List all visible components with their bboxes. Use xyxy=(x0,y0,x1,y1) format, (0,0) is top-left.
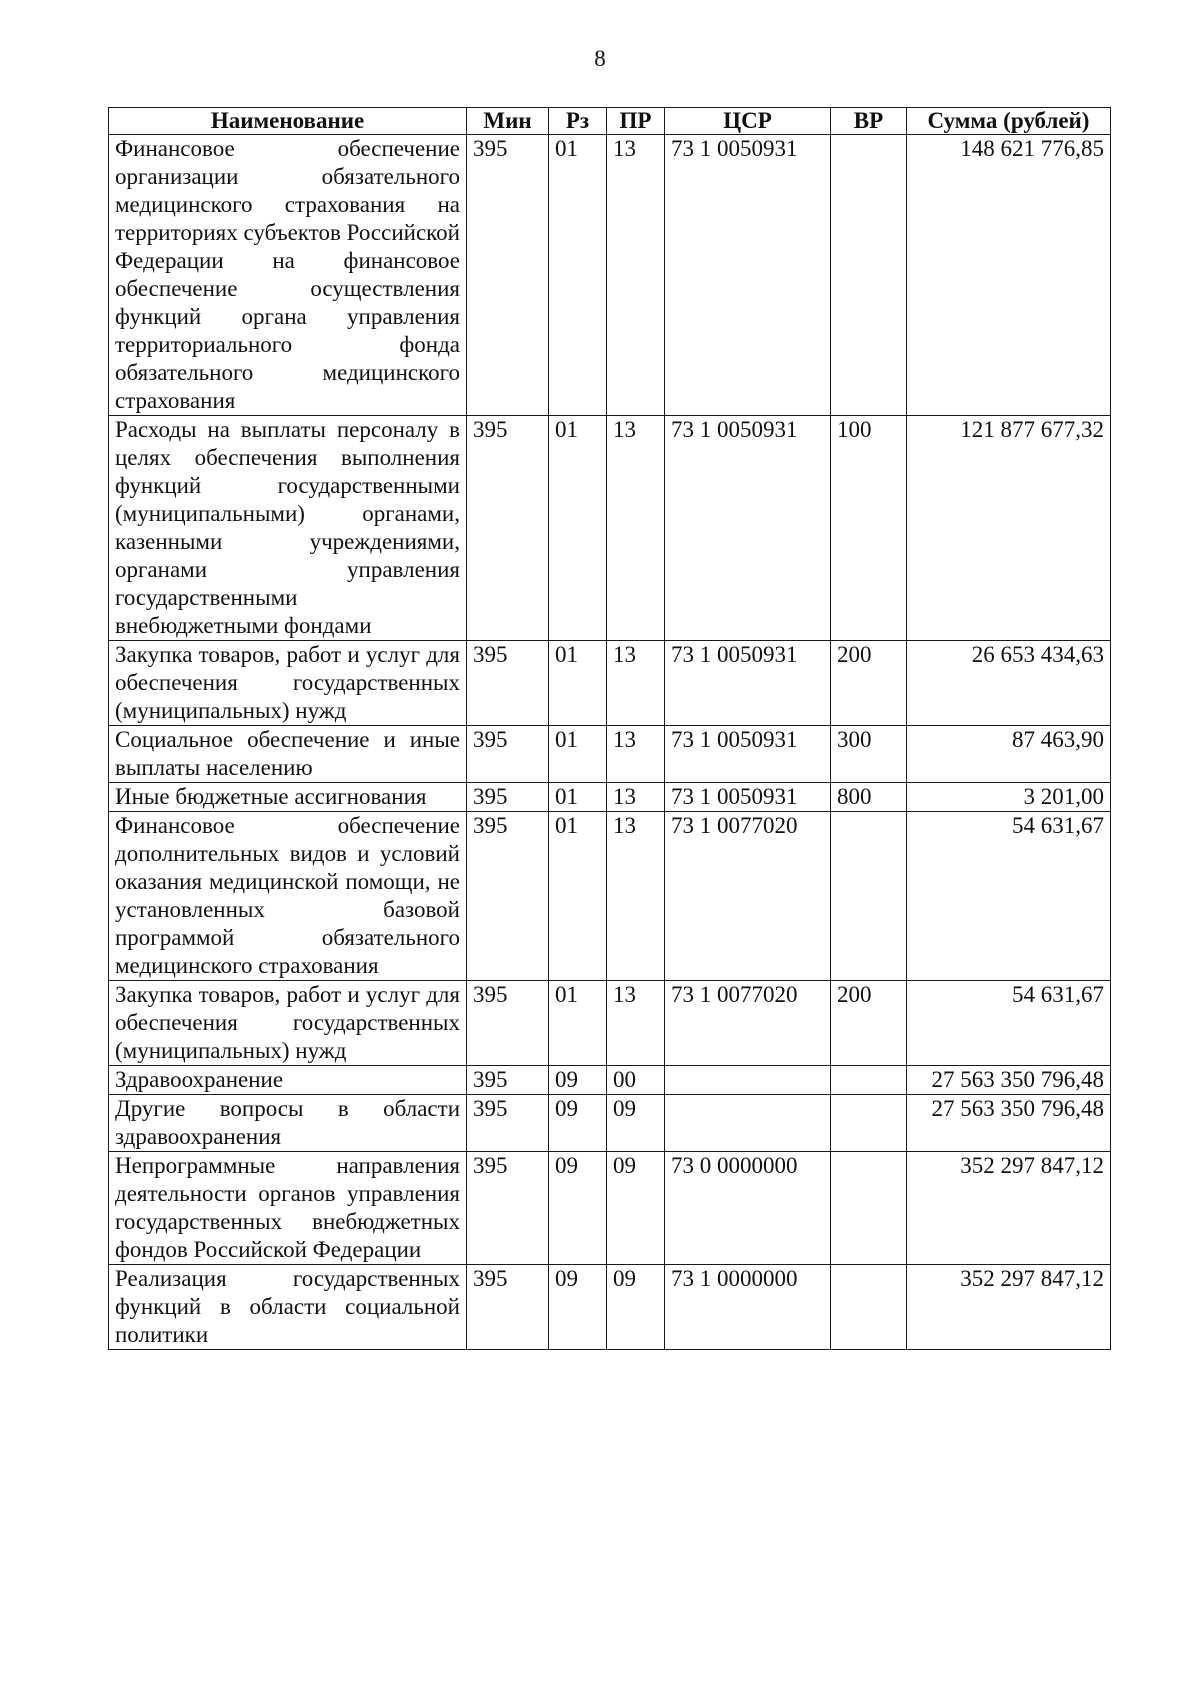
row-sum: 54 631,67 xyxy=(907,812,1111,981)
row-name: Здравоохранение xyxy=(109,1066,467,1095)
table-row xyxy=(109,783,1111,812)
table-row xyxy=(109,135,1111,416)
row-pr: 13 xyxy=(607,783,665,812)
row-name: Расходы на выплаты персоналу в целях обеспечения выполнения функций государственными (муниципальными) органами, казенными учреждениями, органами управления государственными внебюджетными фондами xyxy=(109,416,467,641)
header-rz: Рз xyxy=(549,108,607,135)
row-csr xyxy=(665,1066,831,1095)
table-body xyxy=(109,135,1111,1350)
page-number: 8 xyxy=(594,46,606,71)
row-min: 395 xyxy=(467,135,549,416)
row-rz: 09 xyxy=(549,1095,607,1152)
header-name: Наименование xyxy=(109,108,467,135)
row-sum: 148 621 776,85 xyxy=(907,135,1111,416)
row-rz: 09 xyxy=(549,1265,607,1350)
row-min: 395 xyxy=(467,416,549,641)
row-vr xyxy=(831,812,907,981)
row-name: Финансовое обеспечение дополнительных видов и условий оказания медицинской помощи, не установленных базовой программой обязательного медицинского страхования xyxy=(109,812,467,981)
row-name: Реализация государственных функций в области социальной политики xyxy=(109,1265,467,1350)
table-row xyxy=(109,726,1111,783)
row-name: Социальное обеспечение и иные выплаты населению xyxy=(109,726,467,783)
table-row xyxy=(109,1152,1111,1265)
row-min: 395 xyxy=(467,981,549,1066)
row-sum: 27 563 350 796,48 xyxy=(907,1095,1111,1152)
row-csr: 73 1 0077020 xyxy=(665,981,831,1066)
row-min: 395 xyxy=(467,726,549,783)
row-pr: 13 xyxy=(607,726,665,783)
row-pr: 09 xyxy=(607,1152,665,1265)
row-sum: 121 877 677,32 xyxy=(907,416,1111,641)
row-rz: 09 xyxy=(549,1152,607,1265)
row-pr: 13 xyxy=(607,981,665,1066)
row-csr: 73 1 0000000 xyxy=(665,1265,831,1350)
row-name: Закупка товаров, работ и услуг для обеспечения государственных (муниципальных) нужд xyxy=(109,641,467,726)
row-sum: 3 201,00 xyxy=(907,783,1111,812)
row-min: 395 xyxy=(467,641,549,726)
row-min: 395 xyxy=(467,812,549,981)
row-sum: 54 631,67 xyxy=(907,981,1111,1066)
row-csr xyxy=(665,1095,831,1152)
row-rz: 01 xyxy=(549,135,607,416)
row-min: 395 xyxy=(467,1095,549,1152)
table-row xyxy=(109,641,1111,726)
row-min: 395 xyxy=(467,783,549,812)
row-csr: 73 1 0050931 xyxy=(665,783,831,812)
row-vr xyxy=(831,1265,907,1350)
row-csr: 73 1 0077020 xyxy=(665,812,831,981)
row-vr xyxy=(831,1066,907,1095)
header-sum: Сумма (рублей) xyxy=(907,108,1111,135)
row-pr: 13 xyxy=(607,812,665,981)
row-pr: 13 xyxy=(607,641,665,726)
table-row xyxy=(109,1066,1111,1095)
table-row xyxy=(109,1265,1111,1350)
header-csr: ЦСР xyxy=(665,108,831,135)
row-min: 395 xyxy=(467,1265,549,1350)
row-rz: 01 xyxy=(549,981,607,1066)
row-min: 395 xyxy=(467,1066,549,1095)
header-row xyxy=(109,108,1111,135)
budget-table xyxy=(108,107,1111,1350)
row-sum: 27 563 350 796,48 xyxy=(907,1066,1111,1095)
table-header xyxy=(109,108,1111,135)
table-row xyxy=(109,416,1111,641)
row-pr: 09 xyxy=(607,1095,665,1152)
row-rz: 09 xyxy=(549,1066,607,1095)
table-row xyxy=(109,1095,1111,1152)
row-csr: 73 1 0050931 xyxy=(665,641,831,726)
row-vr xyxy=(831,1152,907,1265)
row-pr: 00 xyxy=(607,1066,665,1095)
row-csr: 73 1 0050931 xyxy=(665,135,831,416)
row-csr: 73 1 0050931 xyxy=(665,416,831,641)
row-sum: 26 653 434,63 xyxy=(907,641,1111,726)
row-rz: 01 xyxy=(549,416,607,641)
header-min: Мин xyxy=(467,108,549,135)
row-rz: 01 xyxy=(549,641,607,726)
row-sum: 87 463,90 xyxy=(907,726,1111,783)
row-name: Иные бюджетные ассигнования xyxy=(109,783,467,812)
row-vr xyxy=(831,1095,907,1152)
row-csr: 73 1 0050931 xyxy=(665,726,831,783)
row-csr: 73 0 0000000 xyxy=(665,1152,831,1265)
row-name: Закупка товаров, работ и услуг для обеспечения государственных (муниципальных) нужд xyxy=(109,981,467,1066)
header-pr: ПР xyxy=(607,108,665,135)
row-name: Финансовое обеспечение организации обязательного медицинского страхования на территориях субъектов Российской Федерации на финансовое обеспечение осуществления функций органа управления территориального фонда обязательного медицинского страхования xyxy=(109,135,467,416)
row-pr: 13 xyxy=(607,416,665,641)
header-vr: ВР xyxy=(831,108,907,135)
row-vr: 200 xyxy=(831,641,907,726)
row-vr: 100 xyxy=(831,416,907,641)
row-vr: 800 xyxy=(831,783,907,812)
row-vr: 200 xyxy=(831,981,907,1066)
row-min: 395 xyxy=(467,1152,549,1265)
row-sum: 352 297 847,12 xyxy=(907,1265,1111,1350)
row-pr: 09 xyxy=(607,1265,665,1350)
row-rz: 01 xyxy=(549,812,607,981)
row-sum: 352 297 847,12 xyxy=(907,1152,1111,1265)
row-rz: 01 xyxy=(549,783,607,812)
row-name: Другие вопросы в области здравоохранения xyxy=(109,1095,467,1152)
row-pr: 13 xyxy=(607,135,665,416)
row-vr: 300 xyxy=(831,726,907,783)
row-vr xyxy=(831,135,907,416)
row-name: Непрограммные направления деятельности органов управления государственных внебюджетных фондов Российской Федерации xyxy=(109,1152,467,1265)
row-rz: 01 xyxy=(549,726,607,783)
table-row xyxy=(109,812,1111,981)
table-row xyxy=(109,981,1111,1066)
